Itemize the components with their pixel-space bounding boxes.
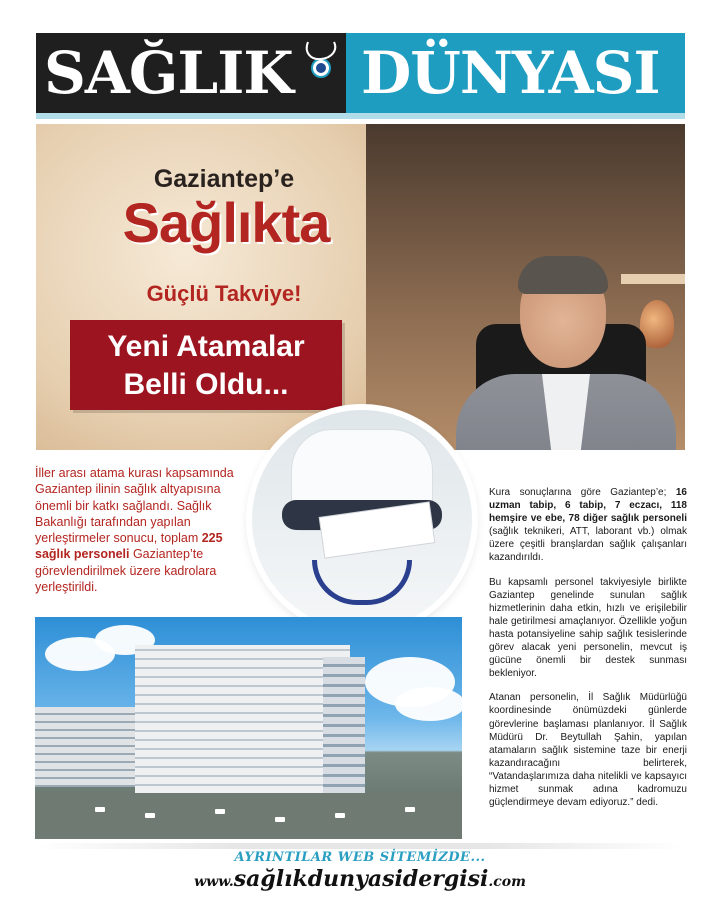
cloud-shape <box>395 687 462 721</box>
masthead-divider <box>36 113 685 119</box>
footer-website-link[interactable] <box>0 866 720 892</box>
footer-call-to-action: AYRINTILAR WEB SİTEMİZDE... <box>234 850 486 865</box>
hero-box-line2: Belli Oldu... <box>123 368 289 401</box>
lead-text-1: İller arası atama kurası kapsamında Gaziantep ilinin sağlık altyapısına önemli bir katkı sağlandı. Sağlık Bakanlığı tarafından yapılan yerleştirmeler sonucu, toplam <box>35 466 234 546</box>
hero-photo-hair <box>518 256 608 294</box>
article-paragraph-1 <box>489 486 687 565</box>
footer-url-domain: sağlıkdunyasidergisi <box>233 866 489 892</box>
hero-headline-box <box>70 320 342 410</box>
article-p1-text-end: (sağlık teknikeri, ATT, laborant vb.) olmak üzere çeşitli branşlardan sağlık çalışanları kazandırıldı. <box>489 526 687 564</box>
stethoscope-globe-icon <box>300 40 342 82</box>
car-shape <box>95 807 105 812</box>
footer-url-suffix: .com <box>488 874 526 890</box>
lead-paragraph <box>35 465 260 595</box>
hero-pre-title: Gaziantep’e <box>153 165 295 193</box>
hero-subtitle: Güçlü Takviye! <box>146 281 302 306</box>
footer-divider <box>36 843 685 849</box>
car-shape <box>335 813 345 818</box>
article-paragraph-3: Atanan personelin, İl Sağlık Müdürlüğü koordinesinde önümüzdeki günlerde görevlerine başlaması planlanıyor. İl Sağlık Müdürü Dr. Beytullah Şahin, yapılan atamaların sağlık sistemine taze bir enerji kazandıracağını belirterek, “Vatandaşlarımıza daha nitelikli ve kapsayıcı hizmet sunmak adına kadromuzu güçlendirmeye devam ediyoruz.” dedi. <box>489 692 687 809</box>
car-shape <box>275 817 285 822</box>
building-main-block <box>135 645 350 795</box>
hero-box-line1: Yeni Atamalar <box>107 330 305 363</box>
car-shape <box>145 813 155 818</box>
article-paragraph-2: Bu kapsamlı personel takviyesiyle birlikte Gaziantep genelinde sunulan sağlık hizmetlerinin daha etkin, hızlı ve erişilebilir hale getirilmesi amaçlanıyor. Özellikle yoğun hasta potansiyeline sahip sağlık tesislerinde görev alacak yeni personelin, mevcut iş gücüne önemli bir destek sunması bekleniyor. <box>489 576 687 680</box>
footer-url-prefix: www. <box>194 874 234 890</box>
article-column <box>489 486 687 820</box>
car-shape <box>215 809 225 814</box>
masthead-title-left: SAĞLIK <box>44 39 293 107</box>
article-p1-text: Kura sonuçlarına göre Gaziantep’e; <box>489 487 676 498</box>
hero-title: Sağlıkta <box>122 191 330 254</box>
lead-text-2: Gaziantep’te görevlendirilmek üzere kadrolara yerleştirildi. <box>35 547 217 595</box>
building-tower <box>323 657 365 797</box>
hospital-building-photo <box>35 617 462 839</box>
car-shape <box>405 807 415 812</box>
hero-photo-shelf <box>621 274 685 284</box>
masthead <box>36 33 685 113</box>
building-parking-lot <box>35 793 462 839</box>
lead-bold: 225 sağlık personeli <box>35 531 223 562</box>
masthead-title-right: DÜNYASI <box>361 39 660 107</box>
building-left-wing <box>35 707 140 787</box>
doctor-circle-photo <box>252 410 472 630</box>
article-p1-bold: 16 uzman tabip, 6 tabip, 7 eczacı, 118 hemşire ve ebe, 78 diğer sağlık personeli <box>489 487 687 525</box>
